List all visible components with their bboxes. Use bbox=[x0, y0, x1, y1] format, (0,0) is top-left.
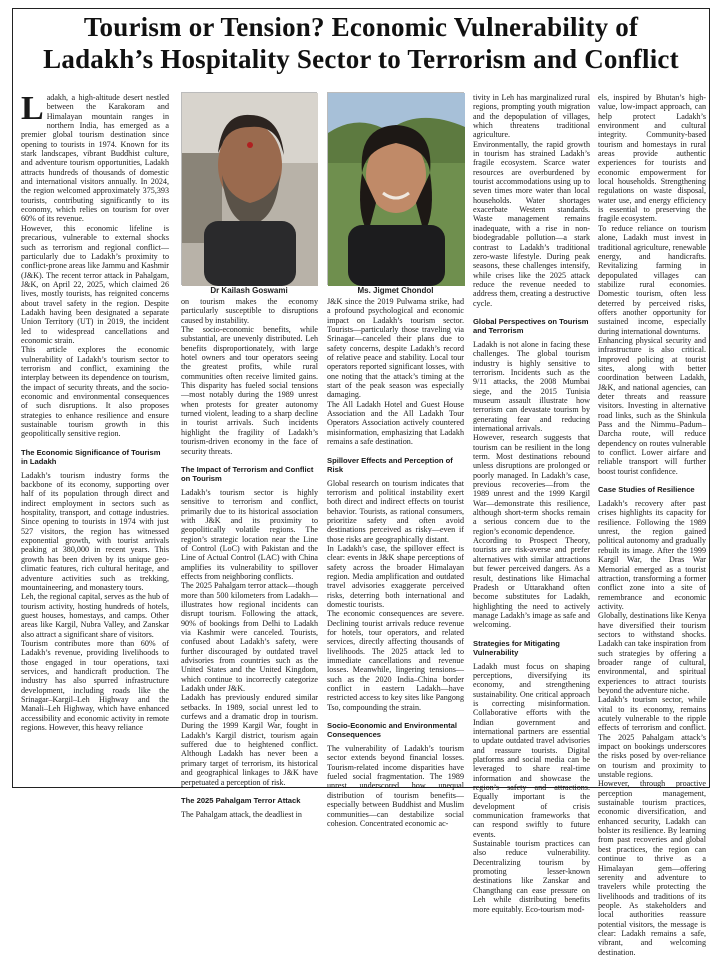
subheading: The Economic Significance of Tourism in Ladakh bbox=[21, 447, 161, 466]
subheading: Spillover Effects and Perception of Risk bbox=[327, 455, 453, 474]
paragraph: The socio-economic benefits, while substantial, are unevenly distributed. Leh benefits disproportionately, with large hotel owners and tour operators seeing the greatest profits, while rural communities often receive limited gains. This disparity has fueled social tensions—most notably during the 1989 unrest when protests for greater autonomy turned violent, leading to a sharp decline in tourist arrivals. Such incidents highlight the fragility of Ladakh’s tourism-driven economy in the face of security threats. bbox=[181, 325, 318, 456]
paragraph: The vulnerability of Ladakh’s tourism sector extends beyond financial losses. Tourism-related income disparities have fueled social fragmentation. The 1989 unrest underscored how unequal distribution of tourism benefits—especially between Buddhist and Muslim communities—can destabilize social cohesion. Concentrated economic ac- bbox=[327, 744, 464, 828]
paragraph: This article explores the economic vulnerability of Ladakh’s tourism sector to terrorism and conflict, examining the interplay between its dependence on tourism, the impact of security threats, and the socio-economic and environmental consequences of such disruptions. It also proposes strategies to enhance resilience and ensure sustainable tourism growth in this geopolitically sensitive region. bbox=[21, 345, 169, 439]
paragraph: Globally, destinations like Kenya have diversified their tourism sectors to withstand shocks. Ladakh can take inspiration from such strategies by offering a broader range of cultural, environmental, and spiritual experiences to attract tourists beyond the adventure niche. bbox=[598, 611, 706, 695]
paragraph: The Pahalgam attack, the deadliest in bbox=[181, 809, 302, 819]
drop-cap: L bbox=[21, 90, 44, 127]
column-4 bbox=[473, 93, 590, 914]
paragraph: Enhancing physical security and infrastructure is also critical. Improved policing at tourist sites, along with better coordination between Ladakh, J&K, and national agencies, can deter threats and reassure visitors. Investing in alternative road links, such as the Shinkula Pass and the Nimmu–Padum–Darcha route, will reduce dependency on routes vulnerable to conflict. Lower airfare and reliable transport will further boost tourist confidence. bbox=[598, 335, 706, 476]
subheading: Case Studies of Resilience bbox=[598, 485, 695, 495]
paragraph: Tourism contributes more than 60% of Ladakh’s revenue, providing livelihoods to those engaged in tour operations, taxi services, and handicraft production. The industry has also spurred infrastructure development, including roads like the Srinagar–Kargil–Leh Highway and the Manali–Leh Highway, which have enhanced accessibility and economic activity in remote regions. However, this heavy reliance bbox=[21, 638, 169, 732]
subheading: Strategies for Mitigating Vulnerability bbox=[473, 638, 560, 657]
paragraph: However, this economic lifeline is precarious, vulnerable to external shocks such as terrorism and regional conflict—particularly due to Ladakh’s proximity to conflict-prone areas like Jammu and Kashmir (J&K). The recent terror attack in Pahalgam, J&K, on April 22, 2025, which claimed 26 lives, mostly tourists, has reignited concerns about travel safety in the region. Despite Ladakh having been designated a separate Union Territory (UT) in 2019, the incident led to widespread cancellations and economic strain. bbox=[21, 223, 169, 345]
subheading: The 2025 Pahalgam Terror Attack bbox=[181, 795, 301, 805]
paragraph: The 2025 Pahalgam terror attack—though more than 500 kilometers from Ladakh—illustrates how regional incidents can disrupt tourism. Following the attack, 90% of bookings from Delhi to Ladakh via Kashmir were canceled. Tourists, confused about Ladakh’s safety, were further discouraged by outdated travel advisories from countries such as the United States and the United Kingdom, which continue to incorrectly categorize Ladakh under J&K. bbox=[181, 581, 318, 694]
paragraph: on tourism makes the economy particularly susceptible to disruptions caused by instability. bbox=[181, 297, 318, 325]
paragraph: Ladakh must focus on shaping perceptions, diversifying its economy, and strengthening sustainability. One critical approach is correcting misinformation. Collaborative efforts with the Indian government and international partners are essential to update outdated travel advisories and reassure tourists. Digital platforms and social media can be leveraged to share real-time information and showcase the region’s safety and attractions. Equally important is the development of crisis communication frameworks that can respond swiftly to future events. bbox=[473, 661, 590, 839]
paragraph: Leh, the regional capital, serves as the hub of tourism activity, hosting hundreds of hotels, guest houses, homestays, and camps. Other areas like Kargil, Nubra Valley, and Zanskar also attract a significant share of visitors. bbox=[21, 592, 169, 639]
column-5 bbox=[598, 93, 706, 957]
headline bbox=[13, 11, 709, 75]
column-2 bbox=[181, 297, 318, 819]
photo-caption-right: Ms. Jigmet Chondol bbox=[357, 286, 434, 295]
paragraph: els, inspired by Bhutan’s high-value, low-impact approach, can help protect Ladakh’s environment and cultural integrity. Community-based tourism and homestays in rural areas provide authentic experiences for tourists and economic empowerment for local households. Strengthening regulations on waste disposal, water use, and energy efficiency is essential to preserving the fragile ecosystem. bbox=[598, 93, 706, 224]
subheading: Socio-Economic and Environmental Consequences bbox=[327, 721, 457, 740]
paragraph: Ladakh’s tourism sector is highly sensitive to terrorism and conflict, primarily due to its historical association with J&K and its proximity to geopolitically volatile regions. The region’s strategic location near the Line of Control (LoC) with Pakistan and the Line of Actual Control (LAC) with China amplifies its vulnerability to spillover effects from neighboring conflicts. bbox=[181, 487, 318, 581]
paragraph: According to Prospect Theory, tourists are risk-averse and prefer alternatives with similar attractions but fewer perceived dangers. As a result, destinations like Himachal Pradesh or Uttarakhand often become substitutes for Ladakh, highlighting the need to actively manage Ladakh’s image as safe and welcoming. bbox=[473, 536, 590, 630]
author-photo-kailash-goswami bbox=[181, 92, 317, 285]
author-photo-jigmet-chondol bbox=[327, 92, 464, 285]
paragraph: J&K since the 2019 Pulwama strike, had a profound psychological and economic impact on Ladakh’s tourism sector. Tourists—particularly those traveling via Srinagar—canceled their plans due to safety concerns, despite Ladakh’s record of relative peace and stability. Local tour operators reported significant losses, with one noting that the attack’s timing at the start of the peak season was especially damaging. bbox=[327, 297, 464, 400]
headline-line-1: Tourism or Tension? Economic Vulnerability of bbox=[83, 12, 639, 42]
paragraph: Ladakh has previously endured similar setbacks. In 1989, social unrest led to curfews and a dramatic drop in tourism. During the 1999 Kargil War, fought in Ladakh’s Kargil district, tourism again suffered due to heightened conflict. Although Ladakh has never been a primary target of terrorism, its historical and geographical linkages to J&K have perpetuated a perception of risk. bbox=[181, 693, 318, 787]
paragraph: Ladakh’s tourism industry forms the backbone of its economy, supporting over half of its population through direct and indirect employment in sectors such as hospitality, transport, and cottage industries. Since opening to tourists in 1974 with just 527 visitors, the region has witnessed exponential growth, with tourist arrivals peaking at 380,000 in recent years. This growth has been driven by its unique geo-climatic features, rich cultural heritage, and adventure activities such as trekking, mountaineering, and monastery tours. bbox=[21, 470, 169, 592]
subheading: The Impact of Terrorism and Conflict on Tourism bbox=[181, 464, 314, 483]
paragraph: To reduce reliance on tourism alone, Ladakh must invest in traditional agriculture, renewable energy, and handicrafts. Revitalizing farming in depopulated villages can stabilize rural economies. Domestic tourism, often less deterred by perceived risks, offers another opportunity for sustained income, especially during international downturns. bbox=[598, 223, 706, 336]
paragraph: Ladakh is not alone in facing these challenges. The global tourism industry is highly sensitive to terrorism. Incidents such as the 9/11 attacks, the 2008 Mumbai siege, and the 2015 Tunisia museum assault illustrate how terrorism can devastate tourism by generating fear and reducing international arrivals. bbox=[473, 339, 590, 433]
paragraph: Ladakh’s recovery after past crises highlights its capacity for resilience. Following the 1989 unrest, the region gained political autonomy and gradually rebuilt its image. After the 1999 Kargil War, the Dras War Memorial emerged as a tourist attraction, transforming a former conflict zone into a site of remembrance and economic activity. bbox=[598, 499, 706, 611]
paragraph: In Ladakh’s case, the spillover effect is clear: events in J&K shape perceptions of safety across the broader Himalayan region. Media amplification and outdated travel advisories exaggerate perceived risks, deterring both international and domestic tourists. bbox=[327, 543, 464, 609]
paragraph: tivity in Leh has marginalized rural regions, prompting youth migration and the depopulation of villages, which threatens traditional agriculture. bbox=[473, 93, 590, 140]
article-page bbox=[12, 8, 710, 957]
column-1 bbox=[21, 90, 169, 732]
paragraph: However, research suggests that tourism can be resilient in the long term. Most destinations rebound unless disruptions are prolonged or poorly managed. In Ladakh’s case, previous recoveries—from the 1989 unrest and the 1999 Kargil War—demonstrate this resilience, although short-term shocks remain a serious concern due to the region’s economic dependence. bbox=[473, 433, 590, 536]
paragraph: Sustainable tourism practices can also reduce vulnerability. Decentralizing tourism by promoting lesser-known destinations like Zanskar and Changthang can ease pressure on Leh while distributing benefits more equitably. Eco-tourism mod- bbox=[473, 839, 590, 914]
headline-line-2: Ladakh’s Hospitality Sector to Terrorism and Conflict bbox=[43, 44, 679, 74]
subheading: Global Perspectives on Tourism and Terrorism bbox=[473, 316, 589, 335]
column-3 bbox=[327, 297, 464, 828]
paragraph: The economic consequences are severe. Declining tourist arrivals reduce revenue for hotels, tour operators, and related services, directly affecting thousands of livelihoods. The 2025 attack led to immediate cancellations and revenue losses. Meanwhile, lingering tensions—such as the 2020 India–China border conflict in eastern Ladakh—have restricted access to key sites like Pangong Tso, compounding the strain. bbox=[327, 609, 464, 712]
paragraph: The All Ladakh Hotel and Guest House Association and the All Ladakh Tour Operators Association actively countered misinformation, emphasizing that Ladakh remains a safe destination. bbox=[327, 399, 464, 447]
paragraph: However, through proactive perception management, sustainable tourism practices, economic diversification, and enhanced security, Ladakh can bolster its resilience. By learning from past recoveries and global best practices, the region can continue to thrive as a Himalayan gem—offering serenity and adventure to travelers while protecting the livelihoods and traditions of its people. As stakeholders and local authorities reassure potential visitors, the message is clear: Ladakh remains a safe, vibrant, and welcoming destination. bbox=[598, 779, 706, 957]
paragraph: Global research on tourism indicates that terrorism and political instability exert both direct and indirect effects on tourist behavior. Tourists, as rational consumers, prioritize safety and often avoid destinations perceived as risky—even if those risks are geographically distant. bbox=[327, 478, 464, 544]
photo-caption-left: Dr Kailash Goswami bbox=[210, 286, 288, 295]
paragraph: Ladakh’s tourism sector, while vital to its economy, remains acutely vulnerable to the ripple effects of terrorism and conflict. The 2025 Pahalgam attack’s impact on bookings underscores the risks posed by over-reliance on tourism and proximity to unstable regions. bbox=[598, 695, 706, 780]
paragraph: Environmentally, the rapid growth in tourism has strained Ladakh’s fragile ecosystem. Scarce water resources are overburdened by tourist accommodations using up to seven times more water than local households. Water shortages exacerbate Western standards. Waste management remains inadequate, with a rise in non-biodegradable pollution—a stark contrast to Ladakh’s traditional zero-waste lifestyle. During peak seasons, these challenges intensify, while crises like the 2025 attack reduce the revenue needed to address them, creating a destructive cycle. bbox=[473, 139, 590, 308]
paragraph: adakh, a high-altitude desert nestled between the Karakoram and Himalayan mountain ranges in northern India, has emerged as a premier global tourism destination since opening to tourists in 1974. Known for its stark landscapes, vibrant Buddhist culture, and adventure tourism opportunities, Ladakh attracts hundreds of thousands of domestic and international visitors annually. In 2024, the region welcomed approximately 375,393 tourists, contributing significantly to its economy, which relies on tourism for over 60% of its revenue. bbox=[21, 93, 169, 224]
